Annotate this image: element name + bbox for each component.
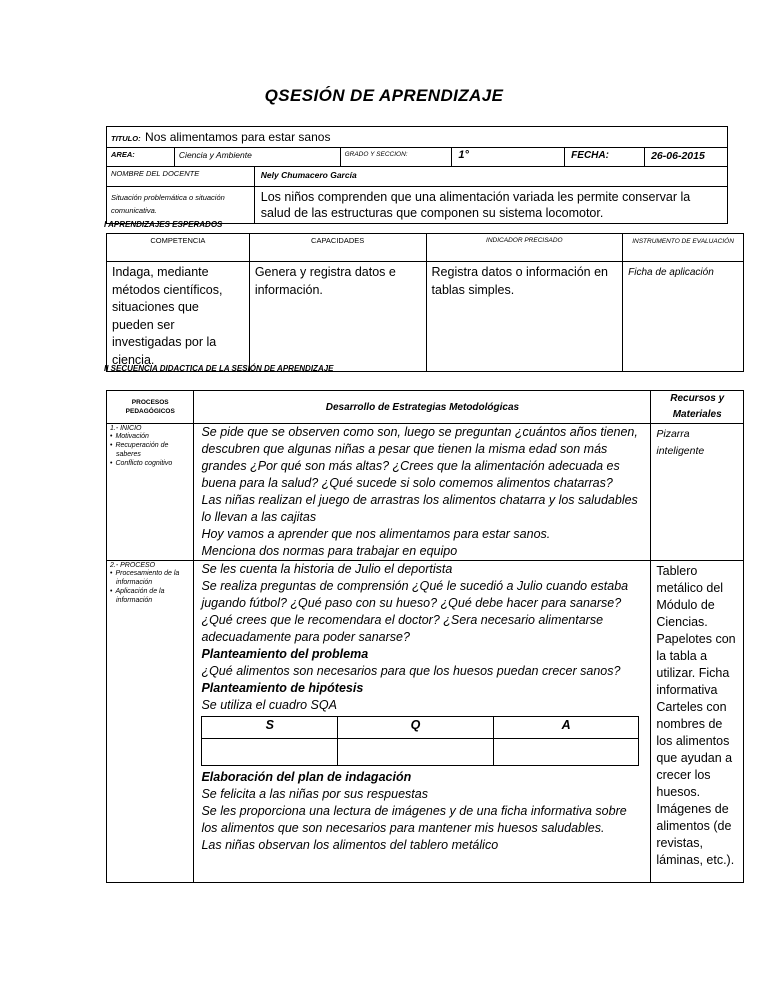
- text-line: ¿Qué crees que le recomendara el doctor? ¿Sera necesario alimentarse: [201, 613, 604, 627]
- grado-value: 1°: [452, 148, 565, 167]
- sqa-cell: [493, 739, 639, 766]
- col-competencia: COMPETENCIA: [107, 234, 250, 262]
- inicio-bullets: [110, 432, 190, 468]
- competencia-cell: Indaga, mediante métodos científicos, situaciones que pueden ser investigadas por la ciencia.: [107, 262, 250, 372]
- area-label: AREA:: [107, 148, 175, 167]
- elaboracion-heading: Elaboración del plan de indagación: [201, 770, 412, 784]
- proceso-bullets: [110, 569, 190, 605]
- sqa-header-s: S: [202, 717, 338, 739]
- text-line: Hoy vamos a aprender que nos alimentamos para estar sanos.: [201, 527, 551, 541]
- inicio-name: 1.- INICIO: [110, 425, 142, 432]
- page-title: QSESIÓN DE APRENDIZAJE: [264, 86, 504, 105]
- sqa-table: [201, 716, 639, 766]
- fecha-value: 26-06-2015: [645, 148, 728, 167]
- section1-heading: I APRENDIZAJES ESPERADOS: [104, 220, 223, 229]
- text-line: lo llevan a las cajitas: [201, 510, 317, 524]
- sqa-header-a: A: [493, 717, 639, 739]
- text-line: Las niñas observan los alimentos del tablero metálico: [201, 838, 499, 852]
- sqa-cell: [202, 739, 338, 766]
- indicador-cell: Registra datos o información en tablas simples.: [426, 262, 623, 372]
- text-line: adecuadamente para poder sanarse?: [201, 630, 410, 644]
- col-procesos: PROCESOS PEDAGÓGICOS: [107, 391, 194, 424]
- aprendizajes-table: [106, 233, 744, 372]
- proceso-desarrollo-cell: [194, 561, 651, 883]
- area-value: Ciencia y Ambiente: [174, 148, 340, 167]
- titulo-row: [107, 127, 728, 148]
- list-item: • Aplicación de la información: [110, 587, 190, 605]
- text-line: buena para la salud? ¿Qué sucede si solo comemos alimentos chatarras?: [201, 476, 613, 490]
- inicio-recursos-cell: Pizarra inteligente: [651, 424, 744, 561]
- col-capacidades: CAPACIDADES: [249, 234, 426, 262]
- text-line: Se les cuenta la historia de Julio el deportista: [201, 562, 453, 576]
- text-line: los alimentos que son necesarios para mantener mis huesos saludables.: [201, 821, 605, 835]
- inicio-process-cell: [107, 424, 194, 561]
- col-desarrollo: Desarrollo de Estrategias Metodológicas: [194, 391, 651, 424]
- planteamiento-hipotesis-heading: Planteamiento de hipótesis: [201, 681, 364, 695]
- sqa-header-q: Q: [338, 717, 494, 739]
- text-line: Se pide que se observen como son, luego se preguntan ¿cuántos años tienen,: [201, 425, 638, 439]
- section2-heading: II SECUENCIA DIDACTICA DE LA SESIÓN DE APRENDIZAJE: [104, 364, 334, 373]
- session-header-table: [106, 126, 728, 224]
- col-instrumento: INSTRUMENTO DE EVALUACIÓN: [623, 234, 744, 262]
- titulo-value: Nos alimentamos para estar sanos: [145, 130, 331, 144]
- docente-value: Nely Chumacero García: [254, 167, 727, 187]
- text-line: ¿Qué alimentos son necesarios para que los huesos puedan crecer sanos?: [201, 664, 621, 678]
- text-line: Se realiza preguntas de comprensión ¿Qué le sucedió a Julio cuando estaba: [201, 579, 629, 593]
- capacidades-cell: Genera y registra datos e información.: [249, 262, 426, 372]
- list-item: • Procesamiento de la información: [110, 569, 190, 587]
- inicio-desarrollo-cell: [194, 424, 651, 561]
- secuencia-table: [106, 390, 744, 883]
- list-item: • Motivación: [110, 432, 190, 441]
- text-line: Menciona dos normas para trabajar en equipo: [201, 544, 458, 558]
- titulo-label: TITULO:: [111, 134, 141, 143]
- instrumento-cell: Ficha de aplicación: [623, 262, 744, 372]
- fecha-label: FECHA:: [565, 148, 645, 167]
- docente-label: NOMBRE DEL DOCENTE: [107, 167, 255, 187]
- col-recursos: Recursos y Materiales: [651, 391, 744, 424]
- text-line: descubren que algunas niñas a pesar que tienen la misma edad son más: [201, 442, 608, 456]
- text-line: Se utiliza el cuadro SQA: [201, 698, 337, 712]
- text-line: Las niñas realizan el juego de arrastras los alimentos chatarra y los saludables: [201, 493, 638, 507]
- list-item: • Conflicto cognitivo: [110, 459, 190, 468]
- planteamiento-problema-heading: Planteamiento del problema: [201, 647, 369, 661]
- text-line: jugando fútbol? ¿Qué paso con su hueso? ¿Qué debe hacer para sanarse?: [201, 596, 622, 610]
- list-item: • Recuperación de saberes: [110, 441, 190, 459]
- grado-label: GRADO Y SECCION:: [340, 148, 452, 167]
- sqa-cell: [338, 739, 494, 766]
- proceso-recursos-cell: Tablero metálico del Módulo de Ciencias. Papelotes con la tabla a utilizar. Ficha informativa Carteles con nombres de los alimentos que ayudan a crecer los huesos. Imágenes de alimentos (de revistas, láminas, etc.).: [651, 561, 744, 883]
- proceso-name: 2.- PROCESO: [110, 562, 156, 569]
- situacion-value: Los niños comprenden que una alimentación variada les permite conservar la salud de las estructuras que componen su sistema locomotor.: [254, 187, 727, 224]
- text-line: Se les proporciona una lectura de imágenes y de una ficha informativa sobre: [201, 804, 627, 818]
- col-indicador: INDICADOR PRECISADO: [426, 234, 623, 262]
- situacion-label: Situación problemática o situación comunicativa.: [107, 187, 255, 224]
- proceso-process-cell: [107, 561, 194, 883]
- text-line: grandes ¿Por qué son más altas? ¿Crees que la alimentación adecuada es: [201, 459, 620, 473]
- text-line: Se felicita a las niñas por sus respuestas: [201, 787, 428, 801]
